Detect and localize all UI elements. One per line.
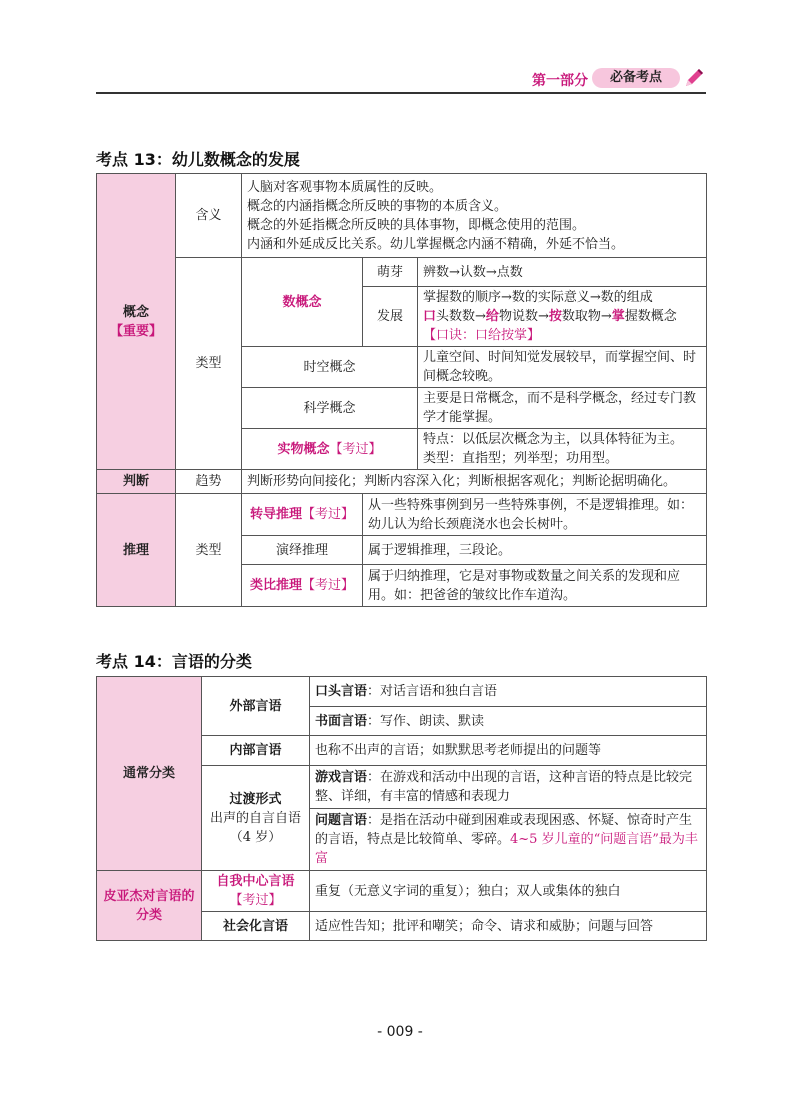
- mnemonic-text: 【口诀：口给按掌】: [423, 328, 541, 343]
- question-speech-cell: [310, 809, 707, 871]
- spacetime-text: 儿童空间、时间知觉发展较早，而掌握空间、时间概念较晚。: [418, 347, 707, 388]
- meaning-line: 人脑对客观事物本质属性的反映。: [247, 179, 443, 195]
- object-concept-label: 实物概念: [277, 441, 330, 457]
- mnemonic-key: 给: [485, 309, 499, 324]
- object-line: 特点：以低层次概念为主，以具体特征为主。: [423, 432, 684, 447]
- tested-tag: 【考过】: [302, 578, 355, 593]
- mnemonic-key: 按: [548, 309, 562, 324]
- tested-tag: 【考过】: [329, 441, 382, 457]
- page-number: - 009 -: [377, 1024, 423, 1040]
- oral-speech-term: 口头言语: [315, 684, 368, 699]
- internal-speech-label: 内部言语: [202, 736, 310, 766]
- transition-form-sub: 出声的自言自语: [209, 810, 301, 826]
- meaning-line: 概念的内涵指概念所反映的事物的本质含义。: [247, 198, 508, 214]
- reason-label: 推理: [97, 494, 176, 607]
- spacetime-label: 时空概念: [242, 347, 418, 388]
- develop-cell: [418, 287, 707, 347]
- written-speech-cell: [310, 707, 707, 736]
- piaget-classification-text: 皮亚杰对言语的分类: [103, 888, 195, 923]
- meaning-line: 概念的外延指概念所反映的具体事物，即概念使用的范围。: [247, 217, 586, 233]
- egocentric-speech-text: 重复（无意义字词的重复）；独白；双人或集体的独白: [310, 871, 707, 912]
- tested-tag: 【考过】: [302, 507, 355, 522]
- sprout-text: 辨数→认数→点数: [418, 258, 707, 287]
- meaning-line: 内涵和外延成反比关系。幼儿掌握概念内涵不精确，外延不恰当。: [247, 236, 625, 252]
- question-speech-text: ：是指在活动中碰到困难或表现困惑、怀疑、惊奇时产生的言语，特点是比较简单、零碎。: [315, 813, 693, 847]
- develop-label: 发展: [363, 287, 418, 347]
- social-speech-label: 社会化言语: [202, 912, 310, 941]
- pencil-icon: [682, 66, 706, 90]
- game-speech-text: ：在游戏和活动中出现的言语，这种言语的特点是比较完整、详细，有丰富的情感和表现力: [315, 770, 693, 804]
- concept-label: 概念: [122, 304, 149, 320]
- game-speech-term: 游戏言语: [315, 770, 368, 785]
- develop-text: 物说数→: [498, 309, 549, 324]
- transition-form-label: 过渡形式: [229, 791, 282, 807]
- trend-label: 趋势: [176, 470, 242, 494]
- question-speech-term: 问题言语: [315, 813, 368, 828]
- transition-form-cell: [202, 766, 310, 871]
- number-concept-table: [96, 173, 707, 607]
- develop-line: 掌握数的顺序→数的实际意义→数的组成: [423, 290, 653, 305]
- transductive-text: 从一些特殊事例到另一些特殊事例，不是逻辑推理。如：幼儿认为给长颈鹿浇水也会长树叶。: [363, 494, 707, 536]
- object-line: 类型：直指型；列举型；功用型。: [423, 451, 619, 466]
- develop-text: 数取物→: [561, 309, 612, 324]
- reason-type-label: 类型: [176, 494, 242, 607]
- transductive-label: 转导推理: [249, 507, 302, 522]
- mnemonic-key: 掌: [611, 309, 625, 324]
- header-rule: [96, 92, 706, 94]
- tested-tag: 【考过】: [229, 893, 282, 908]
- oral-speech-cell: [310, 677, 707, 707]
- page-header: [96, 66, 706, 94]
- written-speech-text: ：写作、朗读、默读: [367, 713, 485, 729]
- transductive-cell: [242, 494, 363, 536]
- question-speech-highlight: 4~5 岁儿童的“问题言语”最为丰富: [315, 832, 698, 866]
- external-speech-label: 外部言语: [202, 677, 310, 736]
- object-concept-cell: [242, 429, 418, 470]
- sprout-label: 萌芽: [363, 258, 418, 287]
- develop-text: 握数概念: [624, 309, 677, 324]
- meaning-cell: [242, 174, 707, 258]
- section-14-title: 考点 14：言语的分类: [96, 652, 252, 671]
- trend-text: 判断形势向间接化；判断内容深入化；判断根据客观化；判断论据明确化。: [242, 470, 707, 494]
- social-speech-text: 适应性告知；批评和嘲笑；命令、请求和威胁；问题与回答: [310, 912, 707, 941]
- speech-classification-table: [96, 676, 707, 941]
- analogy-text: 属于归纳推理，它是对事物或数量之间关系的发现和应用。如：把爸爸的皱纹比作车道沟。: [363, 565, 707, 607]
- develop-text: 头数数→: [436, 309, 486, 324]
- game-speech-cell: [310, 766, 707, 809]
- piaget-classification-label: [97, 871, 202, 941]
- mnemonic-key: 口: [423, 309, 437, 324]
- meaning-label: 含义: [176, 174, 242, 258]
- internal-speech-text: 也称不出声的言语；如默默思考老师提出的问题等: [310, 736, 707, 766]
- science-label: 科学概念: [242, 388, 418, 429]
- egocentric-speech-cell: [202, 871, 310, 912]
- concept-header-cell: [97, 174, 176, 470]
- judge-label: 判断: [97, 470, 176, 494]
- egocentric-speech-label: 自我中心言语: [216, 874, 295, 889]
- header-badge: 必备考点: [592, 68, 680, 88]
- analogy-cell: [242, 565, 363, 607]
- important-tag: 【重要】: [109, 323, 162, 339]
- type-label: 类型: [176, 258, 242, 470]
- number-concept-label: 数概念: [242, 258, 363, 347]
- section-13-title: 考点 13：幼儿数概念的发展: [96, 150, 300, 169]
- common-classification-label: 通常分类: [97, 677, 202, 871]
- transition-form-age: （4 岁）: [229, 829, 282, 845]
- written-speech-term: 书面言语: [315, 713, 368, 729]
- oral-speech-text: ：对话言语和独白言语: [367, 684, 498, 699]
- deductive-label: 演绎推理: [242, 536, 363, 565]
- science-text: 主要是日常概念，而不是科学概念，经过专门教学才能掌握。: [418, 388, 707, 429]
- deductive-text: 属于逻辑推理，三段论。: [363, 536, 707, 565]
- develop-line: [423, 307, 701, 326]
- analogy-label: 类比推理: [249, 578, 302, 593]
- object-cell: [418, 429, 707, 470]
- header-part-label: 第一部分: [532, 73, 588, 89]
